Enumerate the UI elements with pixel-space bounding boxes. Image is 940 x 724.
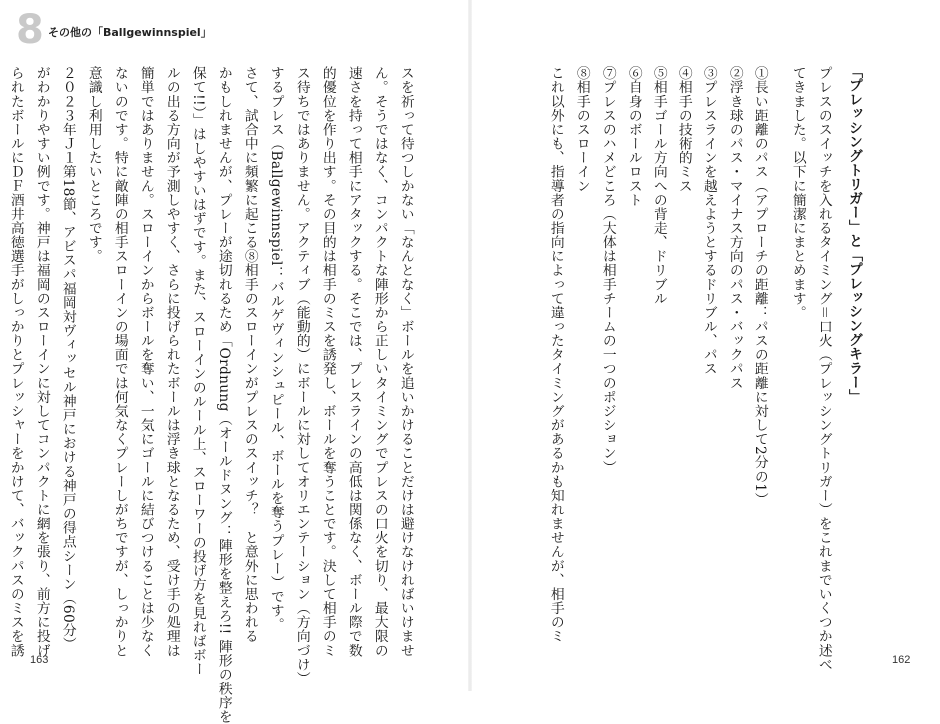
list-item: ⑤相手ゴール方向への背走、ドリブル [650, 66, 667, 306]
list-item: ⑦プレスのハメどころ（大体は相手チームの一つのポジション） [599, 66, 616, 475]
text-line: ス待ちではありません。アクティブ（能動的）にボールに対してオリエンテーション（方向づけ） [293, 66, 310, 686]
text-line: プレスのスイッチを入れるタイミング＝口火（プレッシングトリガー）をこれまでいくつか述べ [815, 66, 832, 672]
text-line: られたボールにＤＦ酒井高徳選手がしっかりとプレッシャーをかけて、バックパスのミスを誘 [7, 66, 24, 658]
text-line: てきました。以下に簡潔にまとめます。 [789, 66, 806, 320]
text-line: 速さを持って相手にアタックする。そこでは、プレスラインの高低は関係なく、ボール際で数 [345, 66, 362, 658]
page-number-right: 162 [892, 654, 911, 666]
text-line: スを祈って待つしかない「なんとなく」ボールを追いかけることだけは避けなければいけませ [397, 66, 414, 658]
page-gutter [468, 0, 472, 691]
text-line: 的優位を作り出す。その目的は相手のミスを誘発し、ボールを奪うことです。決して相手のミ [319, 66, 336, 658]
text-line: ルの出る方向が予測しやすく、さらに投げられたボールは浮き球となるため、受け手の処理は [163, 66, 180, 658]
chapter-number: 8 [16, 7, 44, 53]
section-heading: 「プレッシングトリガー」と「プレッシングキラー」 [847, 64, 863, 404]
text-line: さて、試合中に頻繁に起こる⑧相手のスローインがプレスのスイッチ？ と意外に思われる [241, 66, 258, 644]
list-item: ⑥自身のボールロスト [625, 66, 642, 207]
text-line: 保て!!）」はしやすいはずです。また、スローインのルール上、スローワーの投げ方を見ればボー [189, 66, 206, 677]
text-line: かもしれませんが、プレーが途切れるため「Ordnung（オールドヌング：陣形を整えろ!! 陣形の秩序を [215, 66, 232, 724]
list-item: ③プレスラインを越えようとするドリブル、パス [700, 66, 717, 376]
list-item: ⑧相手のスローイン [573, 66, 590, 193]
list-item: ④相手の技術的ミス [675, 66, 692, 193]
text-line: ２０２３年Ｊ１第18節、アビスパ福岡対ヴィッセル神戸における神戸の得点シーン（60分） [59, 66, 76, 652]
text-line: 簡単ではありません。スローインからボールを奪い、一気にゴールに結びつけることは少なく [137, 66, 154, 658]
list-item: ②浮き球のパス・マイナス方向のパス・バックパス [726, 66, 743, 390]
text-line: これ以外にも、指導者の指向によって違ったタイミングがあるかも知れませんが、相手のミ [547, 66, 564, 644]
text-line: するプレス（Ballgewinnspiel：バルゲヴィンシュピール、ボールを奪うプレー）です。 [267, 66, 284, 632]
text-line: がわかりやすい例です。神戸は福岡のスローインに対してコンパクトに網を張り、前方に投げ [33, 66, 50, 658]
text-line: ん。そうではなく、コンパクトな陣形から正しいタイミングでプレスの口火を切り、最大限の [371, 66, 388, 658]
text-line: 意識し利用したいところです。 [85, 66, 102, 264]
list-item: ①長い距離のパス（アプローチの距離：パスの距離に対して2分の1） [751, 66, 768, 507]
text-line: ないのです。特に敵陣の相手スローインの場面では何気なくプレーしがちですが、しっかりと [111, 66, 128, 658]
chapter-title: その他の「Ballgewinnspiel」 [48, 26, 212, 39]
page-number-left: 163 [30, 654, 49, 666]
